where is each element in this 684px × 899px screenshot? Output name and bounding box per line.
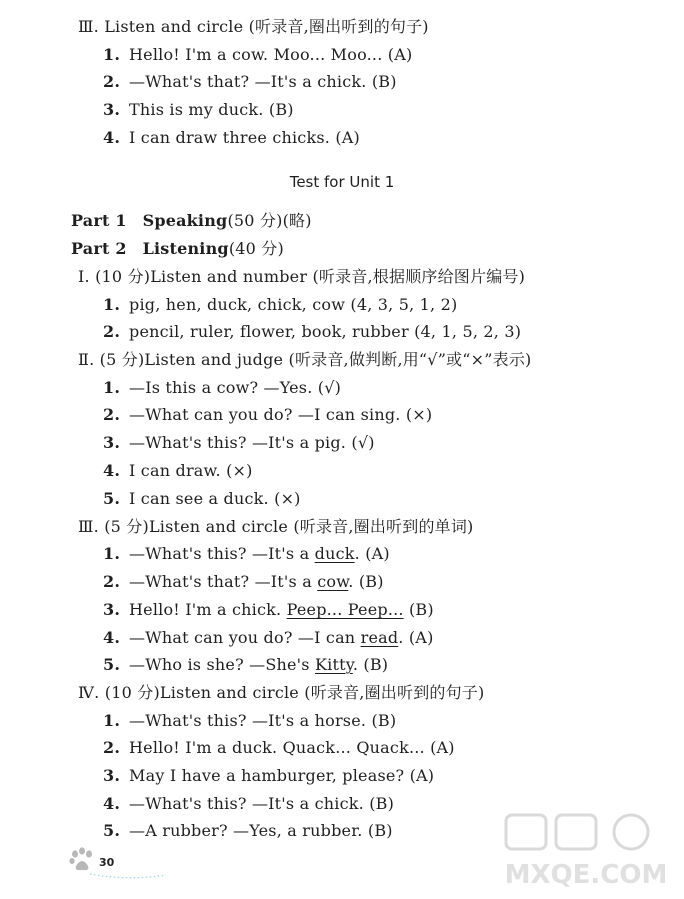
- watermark-text: MXQE.COM: [504, 860, 668, 890]
- list-item: [103, 738, 455, 758]
- item-text: Hello! I'm a duck. Quack... Quack... (A): [129, 738, 455, 757]
- list-item: [103, 572, 384, 592]
- underlined-answer: read: [360, 628, 399, 647]
- section-heading: Ⅲ. (5 分)Listen and circle (听录音,圈出听到的单词): [78, 517, 474, 536]
- list-item: [103, 628, 434, 648]
- item-text: —Is this a cow? —Yes. (√): [129, 378, 342, 397]
- item-text: —What's that? —It's a chick. (B): [129, 72, 397, 91]
- page-number: 30: [99, 856, 115, 869]
- item-number: 3.: [103, 766, 121, 785]
- item-text-end: . (A): [354, 544, 390, 563]
- item-number: 3.: [103, 100, 121, 119]
- list-item: [103, 322, 521, 342]
- item-number: 5.: [103, 489, 121, 508]
- item-text-end: (B): [403, 600, 434, 619]
- part-label: Part 2: [71, 239, 127, 258]
- part-name: Listening: [142, 239, 229, 258]
- item-number: 5.: [103, 655, 121, 674]
- item-text: —What can you do? —I can: [129, 628, 361, 647]
- part-name: Speaking: [142, 211, 228, 230]
- item-text: Hello! I'm a cow. Moo... Moo... (A): [129, 45, 413, 64]
- list-item: [103, 100, 294, 120]
- item-text: I can draw three chicks. (A): [129, 128, 360, 147]
- underlined-answer: duck: [314, 544, 355, 563]
- item-text: pencil, ruler, flower, book, rubber (4, 1, 5, 2, 3): [129, 322, 522, 341]
- item-number: 5.: [103, 821, 121, 840]
- item-number: 1.: [103, 544, 121, 563]
- list-item: [103, 72, 397, 92]
- list-item: [103, 128, 360, 148]
- item-number: 3.: [103, 600, 121, 619]
- list-item: [103, 600, 434, 620]
- item-number: 4.: [103, 628, 121, 647]
- list-item: [103, 544, 390, 564]
- item-text: —What's this? —It's a: [129, 544, 315, 563]
- item-text: —Who is she? —She's: [129, 655, 315, 674]
- item-text-end: . (B): [348, 572, 384, 591]
- underlined-answer: cow: [317, 572, 349, 591]
- item-number: 1.: [103, 45, 121, 64]
- item-text: pig, hen, duck, chick, cow (4, 3, 5, 1, 2): [129, 295, 458, 314]
- item-number: 2.: [103, 72, 121, 91]
- list-item: [103, 45, 412, 65]
- item-text: I can see a duck. (×): [129, 489, 301, 508]
- item-number: 1.: [103, 378, 121, 397]
- part-detail: (40 分): [228, 239, 284, 258]
- decorative-dotted-line: [88, 872, 168, 882]
- item-text: —What's this? —It's a chick. (B): [129, 794, 395, 813]
- section-heading: Ⅲ. Listen and circle (听录音,圈出听到的句子): [78, 17, 429, 36]
- list-item: [103, 794, 394, 814]
- item-number: 1.: [103, 711, 121, 730]
- item-text: —A rubber? —Yes, a rubber. (B): [129, 821, 393, 840]
- item-text: I can draw. (×): [129, 461, 253, 480]
- underlined-answer: Peep... Peep...: [286, 600, 404, 619]
- item-number: 3.: [103, 433, 121, 452]
- item-number: 2.: [103, 572, 121, 591]
- item-number: 4.: [103, 461, 121, 480]
- list-item: [103, 821, 393, 841]
- list-item: [103, 711, 396, 731]
- section-heading: Ⅰ. (10 分)Listen and number (听录音,根据顺序给图片编号): [78, 267, 526, 286]
- item-number: 2.: [103, 738, 121, 757]
- watermark-logo: [496, 811, 676, 891]
- item-number: 1.: [103, 295, 121, 314]
- item-number: 2.: [103, 322, 121, 341]
- part-label: Part 1: [71, 211, 127, 230]
- item-text: —What's this? —It's a pig. (√): [129, 433, 375, 452]
- item-text: May I have a hamburger, please? (A): [129, 766, 435, 785]
- test-title: Test for Unit 1: [289, 173, 395, 191]
- item-text: This is my duck. (B): [129, 100, 294, 119]
- list-item: [103, 295, 457, 315]
- item-number: 2.: [103, 405, 121, 424]
- part-1-heading: [71, 211, 312, 231]
- section-heading: Ⅳ. (10 分)Listen and circle (听录音,圈出听到的句子): [78, 683, 485, 702]
- list-item: [103, 378, 341, 398]
- item-text-end: . (A): [398, 628, 434, 647]
- list-item: [103, 655, 388, 675]
- item-number: 4.: [103, 794, 121, 813]
- list-item: [103, 405, 432, 425]
- item-text: —What can you do? —I can sing. (×): [129, 405, 433, 424]
- underlined-answer: Kitty: [314, 655, 353, 674]
- part-2-heading: [71, 239, 284, 259]
- item-text: —What's that? —It's a: [129, 572, 318, 591]
- list-item: [103, 489, 301, 509]
- item-text: —What's this? —It's a horse. (B): [129, 711, 397, 730]
- list-item: [103, 433, 375, 453]
- list-item: [103, 766, 434, 786]
- item-number: 4.: [103, 128, 121, 147]
- list-item: [103, 461, 253, 481]
- item-text: Hello! I'm a chick.: [129, 600, 287, 619]
- section-heading: Ⅱ. (5 分)Listen and judge (听录音,做判断,用“√”或“×”表示): [78, 350, 532, 369]
- paw-print-icon: [68, 846, 98, 874]
- part-detail: (50 分)(略): [227, 211, 312, 230]
- item-text-end: . (B): [352, 655, 389, 674]
